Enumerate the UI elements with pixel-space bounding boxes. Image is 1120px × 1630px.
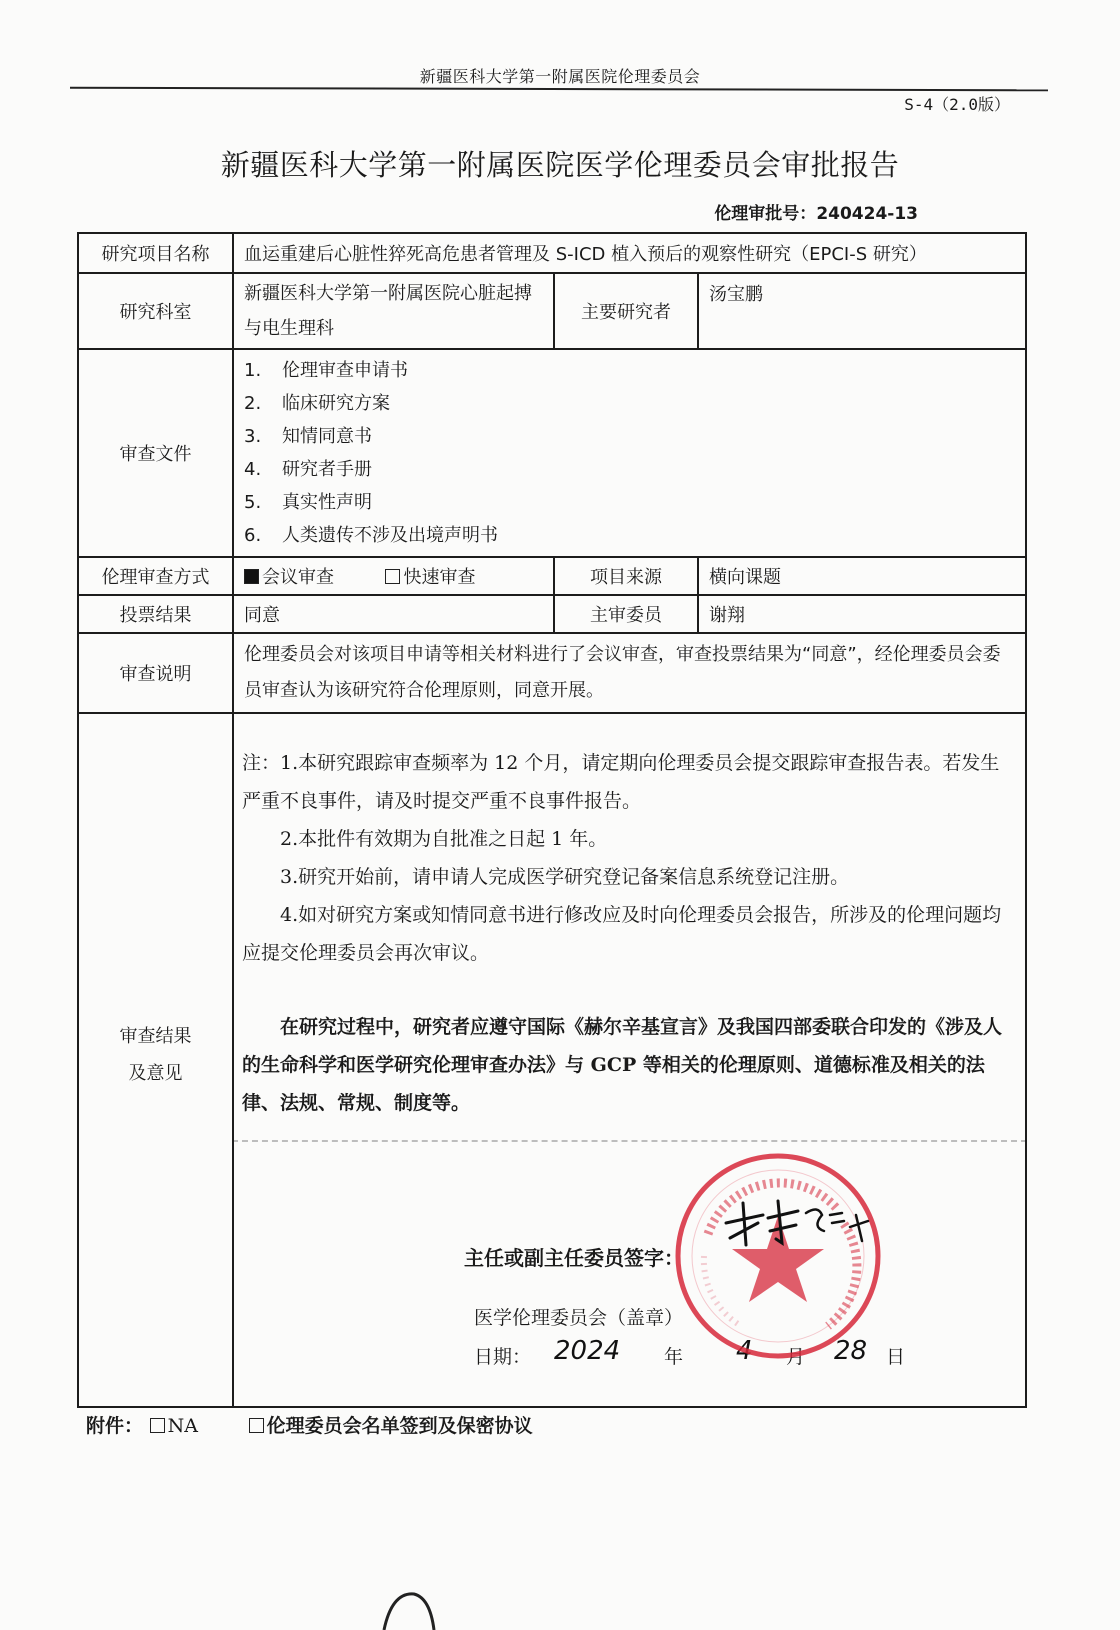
explanation-label: 审查说明 [78, 633, 233, 713]
review-file-item [244, 354, 1015, 387]
file-name: 伦理审查申请书 [282, 360, 408, 381]
reviewer-label: 主审委员 [554, 595, 698, 633]
file-number: 2. [244, 393, 262, 414]
source-label: 项目来源 [554, 557, 698, 595]
project-name-label: 研究项目名称 [78, 233, 233, 273]
vote-value: 同意 [233, 595, 554, 633]
explanation-value: 伦理委员会对该项目申请等相关材料进行了会议审查，审查投票结果为“同意”，经伦理委员会委员审查认为该研究符合伦理原则，同意开展。 [233, 633, 1026, 713]
file-number: 1. [244, 360, 262, 381]
date-day: 28 [834, 1336, 868, 1366]
row-department [78, 273, 1026, 349]
attachment-na-label: NA [167, 1415, 198, 1437]
expedited-review-label: 快速审查 [403, 567, 476, 588]
checkbox-attachment-roster[interactable] [249, 1418, 264, 1433]
meeting-review-label: 会议审查 [262, 567, 334, 588]
header-organization: 新疆医科大学第一附属医院伦理委员会 [419, 67, 701, 86]
signature-area [242, 1142, 1017, 1406]
notes-block [242, 714, 1017, 972]
attachments [86, 1411, 533, 1438]
month-char: 月 [786, 1346, 806, 1368]
file-name: 知情同意书 [282, 426, 372, 447]
date-label: 日期： [474, 1346, 532, 1368]
row-project-name [78, 233, 1026, 273]
department-value: 新疆医科大学第一附属医院心脏起搏与电生理科 [233, 273, 554, 349]
year-char: 年 [664, 1346, 684, 1368]
note-2: 2.本批件有效期为自批准之日起 1 年。 [280, 828, 608, 850]
review-method-options [233, 557, 554, 595]
review-files-label: 审查文件 [78, 349, 233, 557]
review-file-item [244, 519, 1015, 552]
file-number: 5. [244, 492, 262, 513]
approval-table [77, 232, 1027, 1408]
seal-label: 医学伦理委员会（盖章） [474, 1307, 684, 1329]
project-name-value: 血运重建后心脏性猝死高危患者管理及 S-ICD 植入预后的观察性研究（EPCI-S 研究） [233, 233, 1026, 273]
pi-label: 主要研究者 [554, 273, 698, 349]
document-title: 新疆医科大学第一附属医院医学伦理委员会审批报告 [220, 148, 900, 182]
file-name: 研究者手册 [282, 459, 372, 480]
file-name: 人类遗传不涉及出境声明书 [282, 525, 498, 546]
review-file-item [244, 453, 1015, 486]
row-review-method [78, 557, 1026, 595]
header-rule [70, 87, 1048, 92]
pi-value: 汤宝鹏 [698, 273, 1026, 349]
result-label-line1: 审查结果 [119, 1026, 192, 1047]
row-vote [78, 595, 1026, 633]
checkbox-meeting-review[interactable] [244, 569, 259, 584]
file-name: 临床研究方案 [282, 393, 390, 414]
note-3: 3.研究开始前，请申请人完成医学研究登记备案信息系统登记注册。 [280, 866, 850, 888]
note-1: 注：1.本研究跟踪审查频率为 12 个月，请定期向伦理委员会提交跟踪审查报告表。若发生严重不良事件，请及时提交严重不良事件报告。 [242, 752, 1000, 812]
reviewer-value: 谢翔 [698, 595, 1026, 633]
review-file-item [244, 486, 1015, 519]
result-cell [233, 713, 1026, 1407]
source-value: 横向课题 [698, 557, 1026, 595]
paper-clip-mark [378, 1570, 458, 1630]
file-number: 6. [244, 525, 262, 546]
review-files-list [244, 350, 1015, 556]
attachment-roster-label: 伦理委员会名单签到及保密协议 [266, 1415, 533, 1437]
review-file-item [244, 387, 1015, 420]
review-file-item [244, 420, 1015, 453]
attachments-label: 附件： [86, 1415, 144, 1437]
review-files-cell [233, 349, 1026, 557]
approval-number-label: 伦理审批号： [714, 204, 817, 224]
file-name: 真实性声明 [282, 492, 372, 513]
checkbox-attachment-na[interactable] [150, 1418, 165, 1433]
signature-label: 主任或副主任委员签字： [464, 1246, 684, 1270]
form-code: S-4（2.0版） [904, 95, 1010, 114]
file-number: 4. [244, 459, 262, 480]
approval-number [714, 199, 918, 224]
day-char: 日 [886, 1346, 906, 1368]
result-label [78, 713, 233, 1407]
compliance-statement: 在研究过程中，研究者应遵守国际《赫尔辛基宣言》及我国四部委联合印发的《涉及人的生命科学和医学研究伦理审查办法》与 GCP 等相关的伦理原则、道德标准及相关的法律、法规、常规、制度等。 [242, 1016, 1003, 1114]
row-explanation [78, 633, 1026, 713]
review-method-label: 伦理审查方式 [78, 557, 233, 595]
approval-number-value: 240424-13 [816, 204, 918, 224]
checkbox-expedited-review[interactable] [385, 569, 400, 584]
date-month: 4 [736, 1336, 753, 1366]
department-label: 研究科室 [78, 273, 233, 349]
file-number: 3. [244, 426, 262, 447]
result-label-line2: 及意见 [128, 1063, 183, 1084]
vote-label: 投票结果 [78, 595, 233, 633]
note-4: 4.如对研究方案或知情同意书进行修改应及时向伦理委员会报告，所涉及的伦理问题均应提交伦理委员会再次审议。 [242, 904, 1002, 964]
row-result [78, 713, 1026, 1407]
date-year: 2024 [554, 1336, 621, 1366]
row-review-files [78, 349, 1026, 557]
